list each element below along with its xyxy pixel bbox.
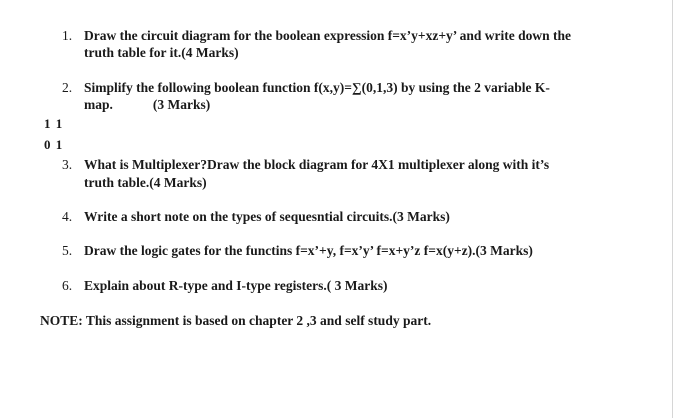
page-edge-divider: [672, 0, 673, 418]
question-3: [62, 156, 549, 174]
question-1-continuation: truth table for it.(4 Marks): [84, 45, 239, 60]
question-number: 2.: [62, 80, 73, 95]
question-text: Explain about R-type and I-type registers.( 3 Marks): [84, 278, 388, 293]
question-1: [62, 27, 571, 45]
question-2-map-text: map.: [84, 97, 113, 112]
question-number: 6.: [62, 278, 73, 293]
question-text: What is Multiplexer?Draw the block diagram for 4X1 multiplexer along with it’s: [84, 157, 550, 172]
question-text: Simplify the following boolean function f(x,y)=∑(0,1,3) by using the 2 variable K-: [84, 80, 550, 95]
question-2: [62, 79, 550, 97]
question-number: 5.: [62, 243, 73, 258]
question-number: 4.: [62, 209, 73, 224]
question-text: Draw the circuit diagram for the boolean expression f=x’y+xz+y’ and write down the: [84, 28, 572, 43]
assignment-note: NOTE: This assignment is based on chapter 2 ,3 and self study part.: [40, 313, 432, 328]
question-number: 1.: [62, 28, 73, 43]
question-4: [62, 208, 450, 226]
question-2-continuation: [84, 96, 210, 114]
question-text: Write a short note on the types of sequesntial circuits.(3 Marks): [84, 209, 450, 224]
question-number: 3.: [62, 157, 73, 172]
question-5: [62, 242, 533, 260]
kmap-row-2: 0 1: [44, 137, 64, 152]
kmap-row-1: 1 1: [44, 116, 64, 131]
question-3-continuation: truth table.(4 Marks): [84, 175, 207, 190]
question-6: [62, 277, 388, 295]
question-text: Draw the logic gates for the functins f=x’+y, f=x’y’ f=x+y’z f=x(y+z).(3 Marks): [84, 243, 533, 258]
question-2-marks: (3 Marks): [152, 97, 211, 112]
